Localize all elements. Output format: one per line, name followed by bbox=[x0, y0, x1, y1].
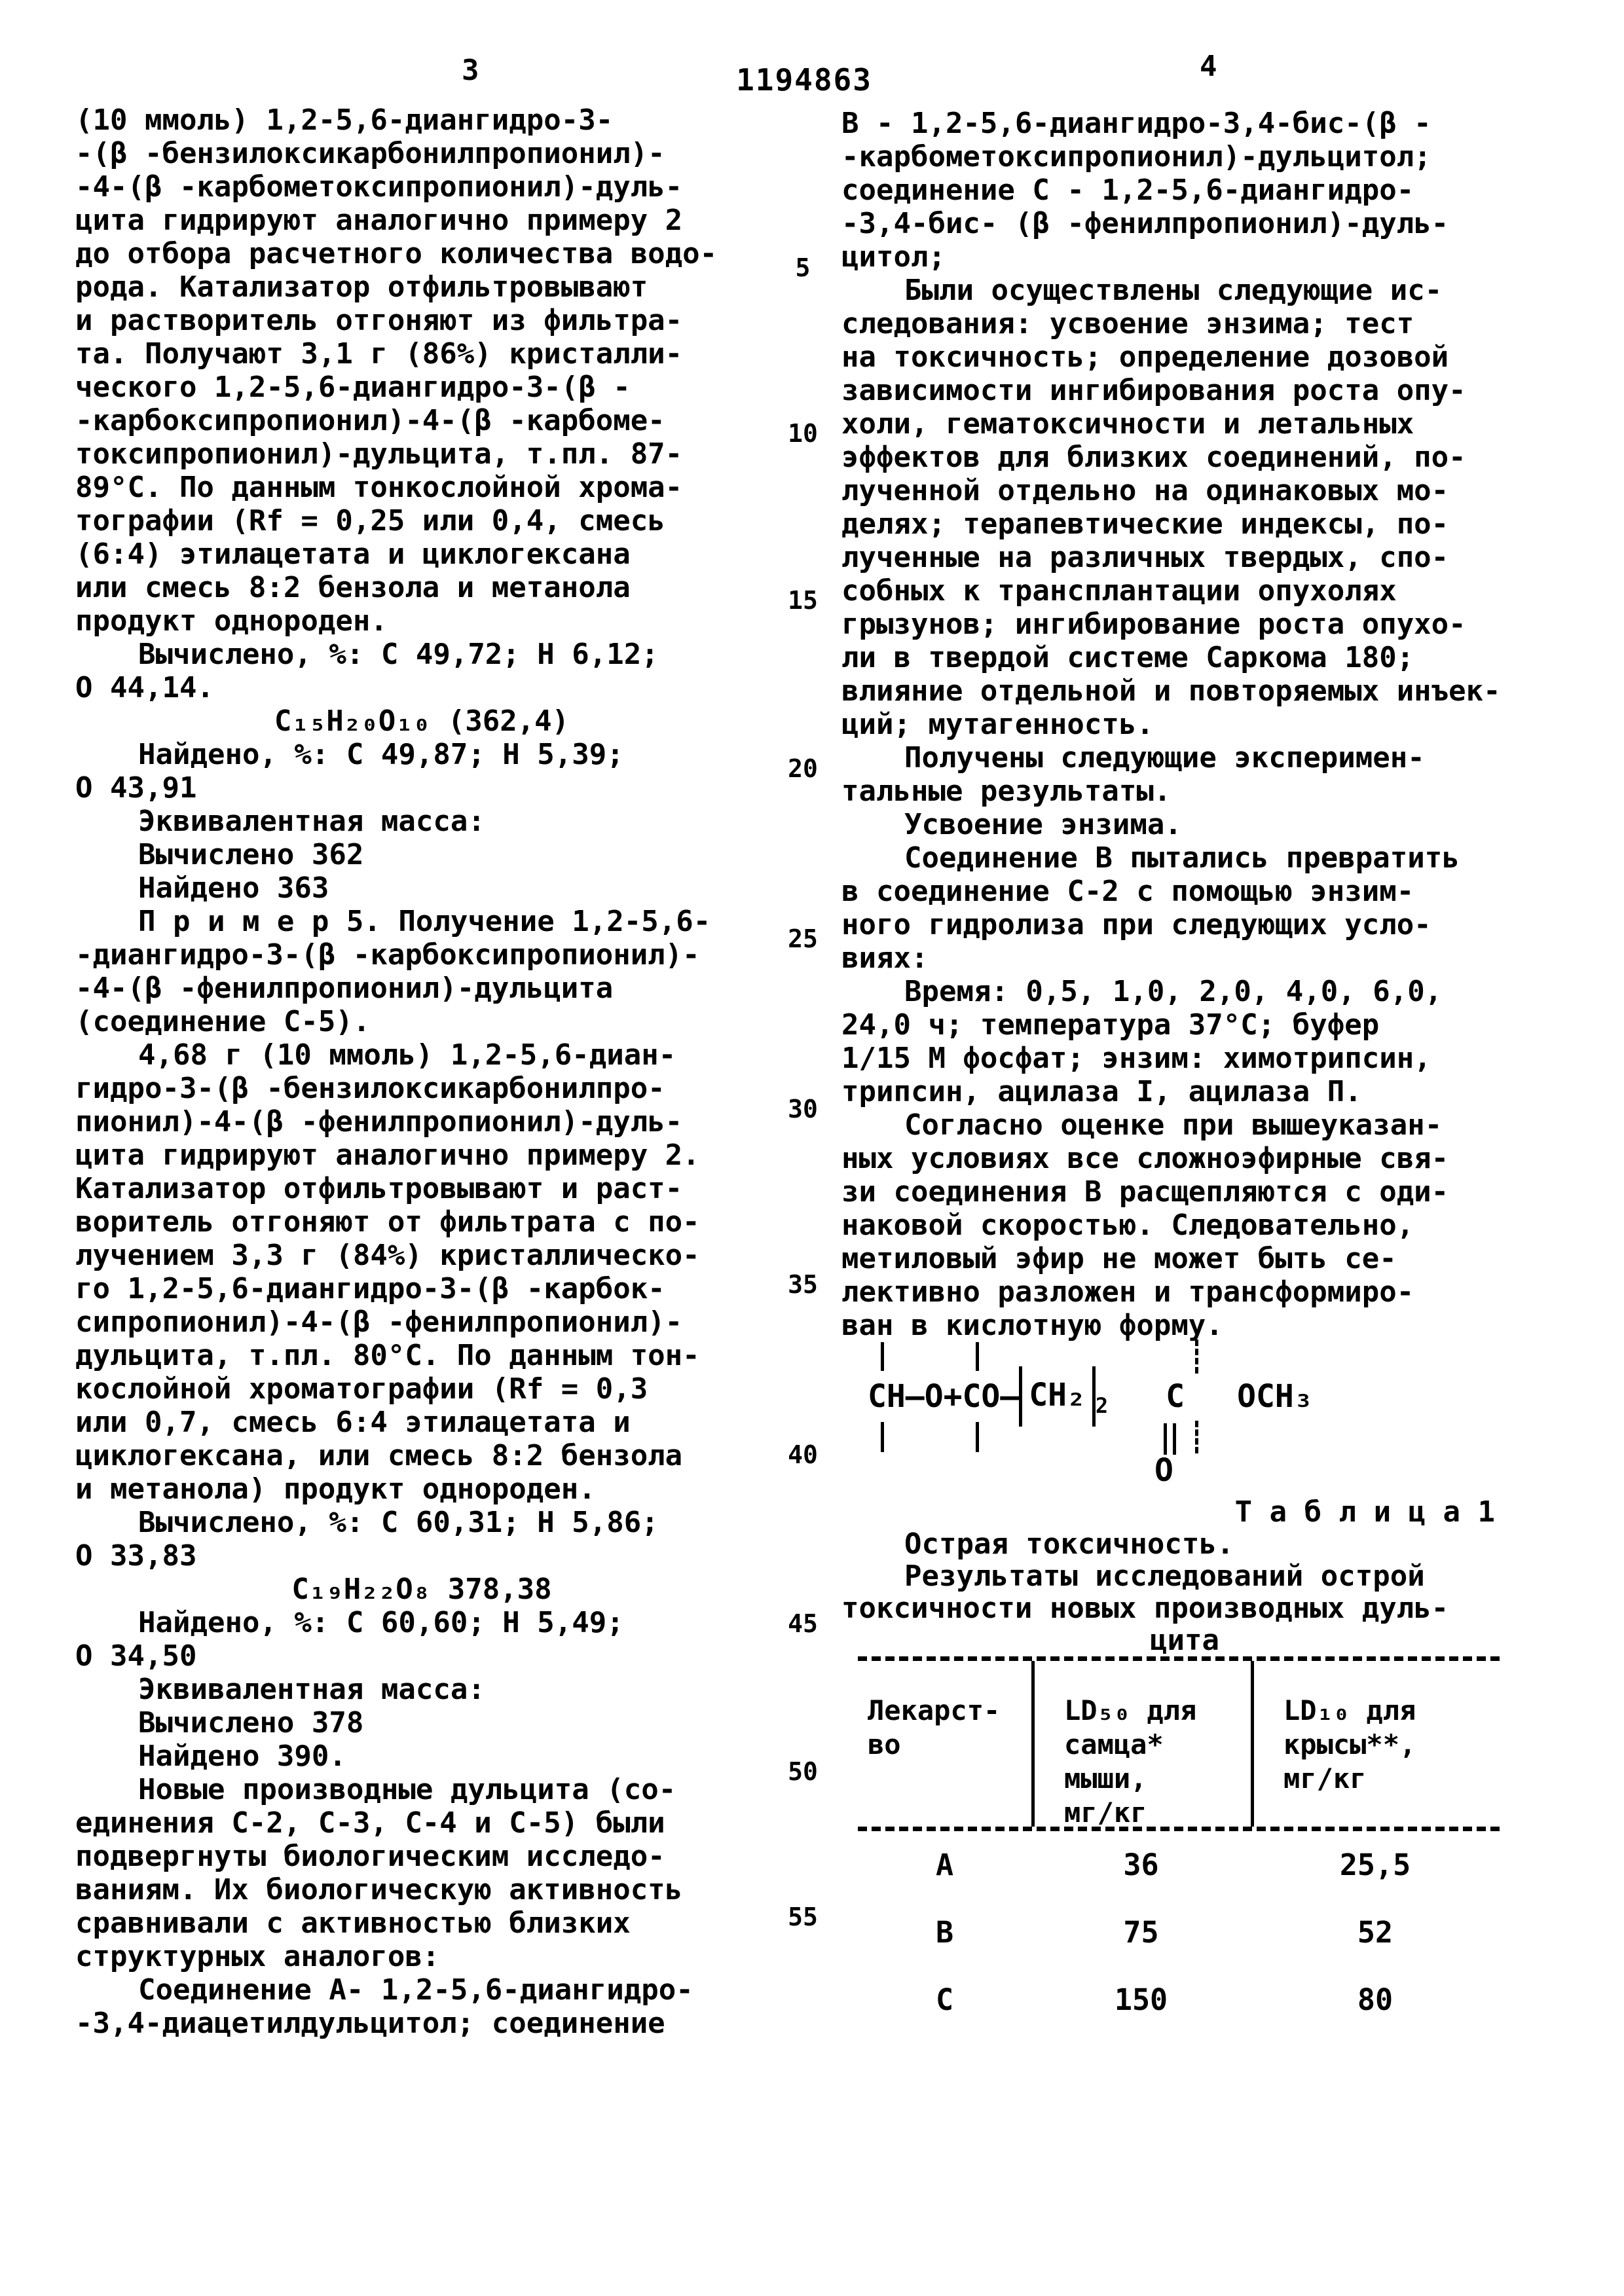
text-line: на токсичность; определение дозовой bbox=[841, 340, 1449, 374]
text-line: ли в твердой системе Саркома 180; bbox=[841, 641, 1414, 674]
bond-line-bottom-2 bbox=[976, 1422, 979, 1452]
table-captions bbox=[841, 1496, 1528, 1656]
text-line: Соединение B пытались превратить bbox=[904, 841, 1460, 875]
text-line: ций; мутагенность. bbox=[841, 708, 1154, 741]
text-line: 1/15 М фосфат; энзим: химотрипсин, bbox=[841, 1042, 1431, 1075]
cleavage-dash-top bbox=[1195, 1339, 1198, 1374]
text-line: -диангидро-3-(β -карбоксипропионил)- bbox=[75, 938, 700, 972]
text-line: Найдено 390. bbox=[138, 1740, 346, 1773]
text-line: O 33,83 bbox=[75, 1539, 197, 1573]
text-line: Вычислено 378 bbox=[138, 1706, 364, 1740]
table-cell-ld-rat: 25,5 bbox=[1339, 1848, 1411, 1882]
text-line: C₁₅H₂₀O₁₀ (362,4) bbox=[274, 704, 570, 738]
left-column bbox=[75, 103, 768, 2040]
text-line: до отбора расчетного количества водо- bbox=[75, 237, 718, 270]
cleavage-dash-bottom bbox=[1195, 1421, 1198, 1453]
text-line: Соединение A- 1,2-5,6-диангидро- bbox=[138, 1973, 693, 2007]
text-line: ных условиях все сложноэфирные свя- bbox=[841, 1142, 1449, 1175]
text-line: Найдено 363 bbox=[138, 871, 329, 905]
right-column bbox=[841, 107, 1528, 2033]
line-number: 5 bbox=[795, 253, 811, 282]
text-line: или смесь 8:2 бензола и метанола bbox=[75, 571, 631, 604]
text-line: ван в кислотную форму. bbox=[841, 1309, 1223, 1342]
text-line: Были осуществлены следующие ис- bbox=[904, 274, 1443, 307]
table-cell-ld-rat: 52 bbox=[1357, 1915, 1393, 1950]
text-line: -3,4-бис- (β -фенилпропионил)-дуль- bbox=[841, 207, 1449, 240]
text-line: метиловый эфир не может быть се- bbox=[841, 1242, 1397, 1275]
text-line: Новые производные дульцита (со- bbox=[138, 1773, 676, 1806]
table-row bbox=[858, 1966, 1500, 2033]
text-line: кослойной хроматографии (Rf = 0,3 bbox=[75, 1372, 648, 1406]
line-number: 45 bbox=[788, 1609, 818, 1638]
text-line: структурных аналогов: bbox=[75, 1940, 440, 1973]
line-number: 10 bbox=[788, 419, 818, 448]
text-line: следования: усвоение энзима; тест bbox=[841, 307, 1414, 340]
text-line: Согласно оценке при вышеуказан- bbox=[904, 1108, 1443, 1142]
text-line: дульцита, т.пл. 80°C. По данным тон- bbox=[75, 1339, 700, 1372]
line-number: 40 bbox=[788, 1440, 818, 1469]
text-line: O 34,50 bbox=[75, 1639, 197, 1673]
formula-carbonyl-carbon: C bbox=[1166, 1378, 1185, 1415]
text-line: сравнивали с активностью близких bbox=[75, 1906, 631, 1940]
text-line: холи, гематоксичности и летальных bbox=[841, 407, 1414, 441]
text-line: токсичности новых производных дуль- bbox=[841, 1592, 1449, 1625]
table-header-ld50-mouse: LD₅₀ для самца* мыши, мг/кг bbox=[1031, 1661, 1251, 1827]
chemical-structure-formula bbox=[841, 1342, 1528, 1496]
text-line: и растворитель отгоняют из фильтра- bbox=[75, 304, 683, 337]
text-line: гидро-3-(β -бензилоксикарбонилпро- bbox=[75, 1072, 665, 1105]
table-cell-ld-mouse: 150 bbox=[1114, 1982, 1168, 2017]
text-line: B - 1,2-5,6-диангидро-3,4-бис-(β - bbox=[841, 107, 1431, 140]
text-line: лученные на различных твердых, спо- bbox=[841, 541, 1449, 574]
text-line: Эквивалентная масса: bbox=[138, 805, 485, 838]
formula-main-row bbox=[868, 1374, 1313, 1419]
patent-number: 1194863 bbox=[736, 62, 872, 98]
text-line: -карбоксипропионил)-4-(β -карбоме- bbox=[75, 404, 665, 437]
text-line: -(β -бензилоксикарбонилпропионил)- bbox=[75, 137, 665, 170]
table-row bbox=[858, 1899, 1500, 1966]
double-bond-line-1 bbox=[1164, 1423, 1167, 1455]
text-line: ваниям. Их биологическую активность bbox=[75, 1873, 683, 1906]
text-line: Время: 0,5, 1,0, 2,0, 4,0, 6,0, bbox=[904, 975, 1443, 1008]
text-line: -карбометоксипропионил)-дульцитол; bbox=[841, 140, 1431, 173]
text-line: лученной отдельно на одинаковых мо- bbox=[841, 474, 1449, 507]
text-line: (10 ммоль) 1,2-5,6-диангидро-3- bbox=[75, 103, 614, 137]
line-number: 35 bbox=[788, 1270, 818, 1299]
text-line: Найдено, %: C 60,60; H 5,49; bbox=[138, 1606, 624, 1639]
text-line: влияние отдельной и повторяемых инъек- bbox=[841, 674, 1501, 708]
text-line: Катализатор отфильтровывают и раст- bbox=[75, 1172, 683, 1205]
text-line: эффектов для близких соединений, по- bbox=[841, 441, 1466, 474]
text-line: C₁₉H₂₂O₈ 378,38 bbox=[291, 1573, 552, 1606]
text-line: ческого 1,2-5,6-диангидро-3-(β - bbox=[75, 371, 631, 404]
bond-line-top-2 bbox=[976, 1342, 979, 1371]
formula-bracketed-group: CH₂ bbox=[1019, 1366, 1096, 1427]
text-line: -4-(β -карбометоксипропионил)-дуль- bbox=[75, 170, 683, 204]
line-number: 20 bbox=[788, 754, 818, 783]
text-line: цита гидрируют аналогично примеру 2. bbox=[75, 1139, 700, 1172]
right-column-lines bbox=[841, 107, 1528, 1342]
text-line: трипсин, ацилаза I, ацилаза П. bbox=[841, 1075, 1362, 1108]
line-number: 55 bbox=[788, 1903, 818, 1931]
text-line: O 44,14. bbox=[75, 671, 214, 704]
text-line: ного гидролиза при следующих усло- bbox=[841, 908, 1431, 941]
text-line: Найдено, %: C 49,87; H 5,39; bbox=[138, 738, 624, 771]
text-line: цита bbox=[1150, 1624, 1219, 1657]
text-line: в соединение C-2 с помощью энзим- bbox=[841, 875, 1414, 908]
text-line: цитол; bbox=[841, 240, 946, 274]
text-line: 89°C. По данным тонкослойной хрома- bbox=[75, 471, 683, 504]
text-line: или 0,7, смесь 6:4 этилацетата и bbox=[75, 1406, 631, 1439]
text-line: O 43,91 bbox=[75, 771, 197, 805]
text-line: тографии (Rf = 0,25 или 0,4, смесь bbox=[75, 504, 665, 538]
text-line: Получены следующие эксперимен- bbox=[904, 741, 1425, 774]
text-line: и метанола) продукт однороден. bbox=[75, 1472, 596, 1506]
table-cell-drug: C bbox=[935, 1982, 954, 2017]
text-line: го 1,2-5,6-диангидро-3-(β -карбок- bbox=[75, 1272, 665, 1305]
text-line: Усвоение энзима. bbox=[904, 808, 1182, 841]
text-line: Вычислено, %: C 60,31; H 5,86; bbox=[138, 1506, 659, 1539]
line-number: 15 bbox=[788, 586, 818, 615]
text-line: соединение C - 1,2-5,6-диангидро- bbox=[841, 173, 1414, 207]
page-number-left: 3 bbox=[462, 54, 479, 87]
table-cell-drug: B bbox=[935, 1915, 954, 1950]
table-cell-ld-mouse: 36 bbox=[1123, 1848, 1159, 1882]
text-line: лучением 3,3 г (84%) кристаллическо- bbox=[75, 1239, 700, 1272]
text-line: -3,4-диацетилдульцитол; соединение bbox=[75, 2007, 665, 2040]
text-line: пионил)-4-(β -фенилпропионил)-дуль- bbox=[75, 1105, 683, 1139]
text-line: рода. Катализатор отфильтровывают bbox=[75, 270, 648, 304]
text-line: 4,68 г (10 ммоль) 1,2-5,6-диан- bbox=[138, 1038, 676, 1072]
text-line: Эквивалентная масса: bbox=[138, 1673, 485, 1706]
text-line: та. Получают 3,1 г (86%) кристалли- bbox=[75, 337, 683, 371]
text-line: грызунов; ингибирование роста опухо- bbox=[841, 608, 1466, 641]
line-number: 30 bbox=[788, 1095, 818, 1123]
table-body bbox=[858, 1831, 1500, 2033]
text-line: лективно разложен и трансформиро- bbox=[841, 1275, 1414, 1309]
bond-line-bottom-1 bbox=[881, 1422, 884, 1452]
text-line: Острая токсичность. bbox=[904, 1527, 1234, 1561]
text-line: зависимости ингибирования роста опу- bbox=[841, 374, 1466, 407]
table-cell-drug: A bbox=[935, 1848, 954, 1882]
text-line: единения C-2, C-3, C-4 и C-5) были bbox=[75, 1806, 665, 1840]
table-header-row bbox=[858, 1661, 1500, 1831]
formula-oxygen-below: O bbox=[1154, 1452, 1173, 1489]
bond-line-top-1 bbox=[881, 1342, 884, 1371]
text-line: делях; терапевтические индексы, по- bbox=[841, 507, 1449, 541]
table-header-drug: Лекарст- во bbox=[868, 1694, 1001, 1760]
text-line: Результаты исследований острой bbox=[904, 1559, 1425, 1593]
page-number-right: 4 bbox=[1200, 50, 1217, 83]
text-line: П р и м е р 5. Получение 1,2-5,6- bbox=[138, 905, 711, 938]
text-line: собных к трансплантации опухолях bbox=[841, 574, 1397, 608]
double-bond-line-2 bbox=[1173, 1423, 1176, 1455]
toxicity-table bbox=[858, 1656, 1500, 2033]
line-number: 25 bbox=[788, 924, 818, 953]
table-cell-ld-mouse: 75 bbox=[1123, 1915, 1159, 1950]
text-line: воритель отгоняют от фильтрата с по- bbox=[75, 1205, 700, 1239]
text-line: (соединение C-5). bbox=[75, 1005, 371, 1038]
table-cell-ld-rat: 80 bbox=[1357, 1982, 1393, 2017]
formula-outer-subscript: 2 bbox=[1095, 1393, 1109, 1418]
text-line: Т а б л и ц а 1 bbox=[1234, 1495, 1495, 1529]
text-line: виях: bbox=[841, 941, 929, 975]
text-line: Вычислено, %: C 49,72; H 6,12; bbox=[138, 638, 659, 671]
text-line: (6:4) этилацетата и циклогексана bbox=[75, 538, 631, 571]
text-line: продукт однороден. bbox=[75, 604, 388, 638]
table-row bbox=[858, 1831, 1500, 1899]
text-line: циклогексана, или смесь 8:2 бензола bbox=[75, 1439, 683, 1472]
text-line: тальные результаты. bbox=[841, 774, 1172, 808]
text-line: подвергнуты биологическим исследо- bbox=[75, 1840, 665, 1873]
formula-chain-segment: CH—O+CO— bbox=[868, 1378, 1020, 1415]
text-line: сипропионил)-4-(β -фенилпропионил)- bbox=[75, 1305, 683, 1339]
line-number: 50 bbox=[788, 1757, 818, 1786]
text-line: цита гидрируют аналогично примеру 2 bbox=[75, 204, 683, 237]
formula-methoxy-group: OCH₃ bbox=[1237, 1378, 1313, 1415]
text-line: Вычислено 362 bbox=[138, 838, 364, 871]
text-line: зи соединения B расщепляются с оди- bbox=[841, 1175, 1449, 1209]
text-line: 24,0 ч; температура 37°C; буфер bbox=[841, 1008, 1380, 1042]
text-line: токсипропионил)-дульцита, т.пл. 87- bbox=[75, 437, 683, 471]
text-line: -4-(β -фенилпропионил)-дульцита bbox=[75, 972, 614, 1005]
text-line: наковой скоростью. Следовательно, bbox=[841, 1209, 1414, 1242]
table-header-ld-rat: LD₁₀ для крысы**, мг/кг bbox=[1251, 1661, 1500, 1827]
